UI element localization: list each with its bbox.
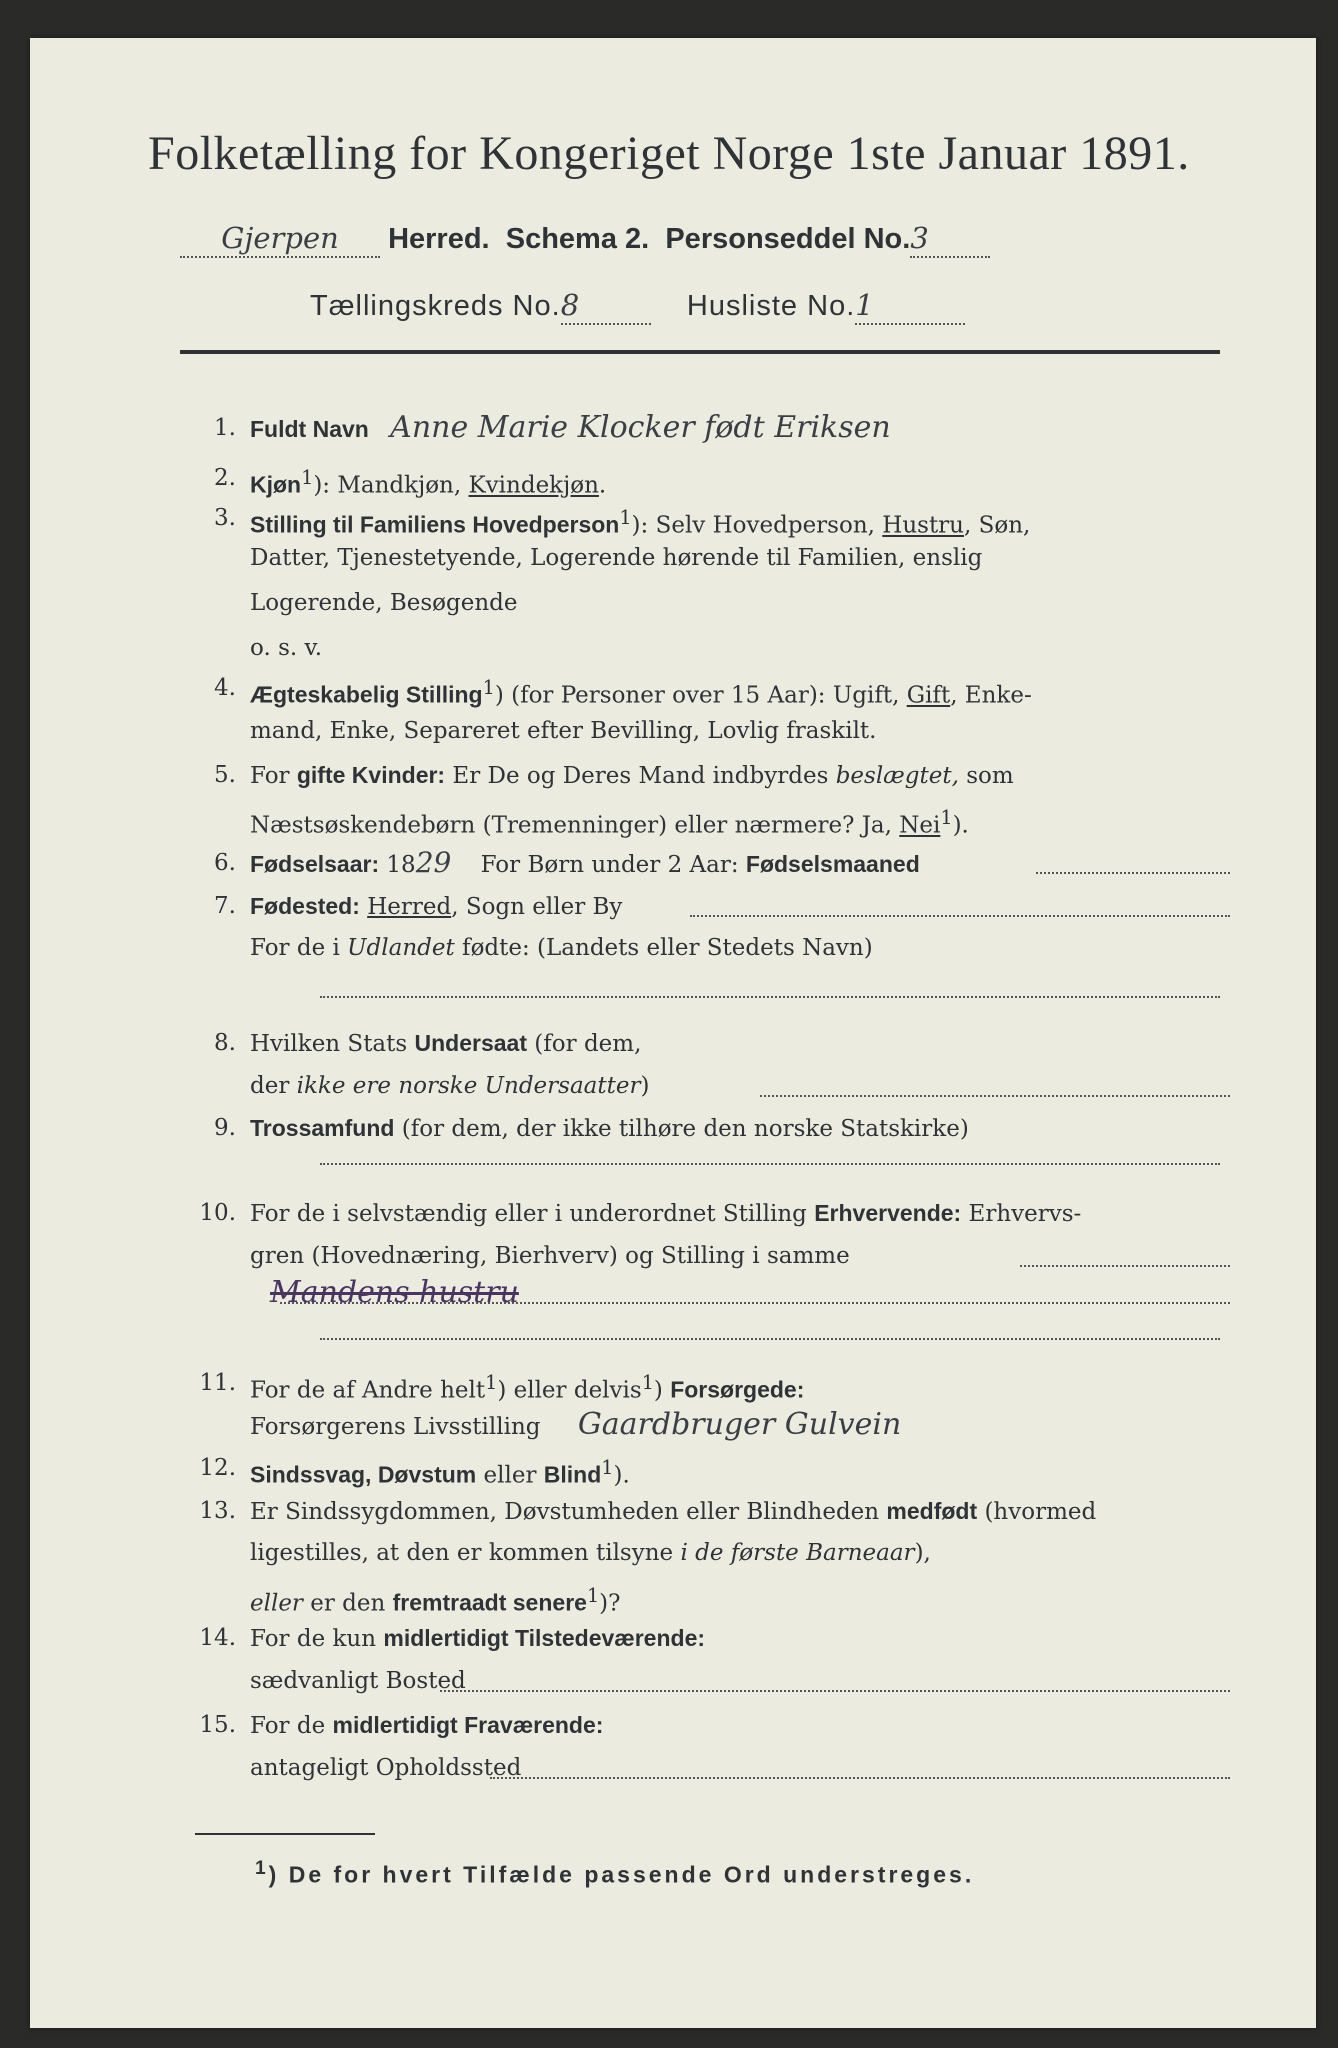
- kreds-field[interactable]: 8: [561, 288, 651, 325]
- footnote: $^1$) De for hvert Tilfælde passende Ord understreges.: [255, 1858, 975, 1888]
- usual-residence-field[interactable]: [440, 1690, 1230, 1692]
- census-form: Folketælling for Kongeriget Norge 1ste Januar 1891. Gjerpen Herred. Schema 2. Personseddel No.3 Tællingskreds No.8 Husliste No.1 1. Fuldt Navn Anne Marie Klocker født Eriksen 2. Kjøn$^1$): Mandkjøn, Kvindekjøn. 3. Stilling til Familiens Hovedperson$^1$): Selv Hovedperson, Hustru, Søn, Datter, Tjenestetyende, Logerende hørende til Familien, enslig Logerende, Besøgende o. s. v. 4. Ægteskabelig Stilling$^1$) (for Personer over 15 Aar): Ugift, Gift, Enke- mand, Enke, Separeret efter Bevilling, Lovlig fraskilt. 5. For gifte Kvinder: Er De og Deres Mand indbyrdes beslægtet, som Næstsøskendebørn (Tremenninger) eller nærmere? Ja, Nei$^1$). 6. Fødselsaar: 1829 For Børn under 2 Aar: Fødselsmaaned 7. Fødested: Herred, Sogn eller By For de i Udlandet fødte: (Landets eller Stedets Navn) 8. Hvilken Stats Undersaat (for dem, der ikke ere norske Undersaatter) 9. Trossamfund (for dem, der ikke tilhøre den norske Statskirke) 10. For de i selvstændig eller i underordnet Stilling Erhvervende: Erhvervs- gren (Hovednæring, Bierhverv) og Stilling i samme Mandens hustru 11. For de af Andre helt$^1$) eller delvis$^1$) Forsørgede: Forsørgerens Livsstilling Gaardbruger Gulvein 12. Sindssvag, Døvstum eller Blind$^1$). 13. Er Sindssygdommen, Døvstumheden eller Blindheden medfødt (hvormed ligestilles, at den er kommen tilsyne i de første Barneaar), eller er den fremtraadt senere$^1$)? 14. For de kun midlertidigt Tilstedeværende: sædvanligt Bosted 15. For de midlertidigt Fraværende: antageligt Opholdssted $^1$) De for hvert Tilfælde passende Ord understreges.: [30, 38, 1316, 2028]
- form-title: Folketælling for Kongeriget Norge 1ste Januar 1891.: [148, 127, 1190, 180]
- religion-field[interactable]: [320, 1163, 1220, 1165]
- header-divider: [180, 350, 1220, 354]
- footnote-divider: [195, 1833, 375, 1835]
- citizenship-field[interactable]: [760, 1095, 1230, 1097]
- birthplace-field[interactable]: [690, 915, 1230, 917]
- provider-occupation-value[interactable]: Gaardbruger Gulvein: [577, 1407, 902, 1442]
- foreign-birthplace-field[interactable]: [320, 996, 1220, 998]
- stay-location-field[interactable]: [490, 1777, 1230, 1779]
- birth-year-value[interactable]: 29: [415, 846, 452, 879]
- full-name-value[interactable]: Anne Marie Klocker født Eriksen: [390, 410, 891, 445]
- husliste-field[interactable]: 1: [855, 288, 965, 325]
- header-line-herred: Gjerpen Herred. Schema 2. Personseddel No.3: [180, 221, 1230, 258]
- personseddel-field[interactable]: 3: [910, 221, 990, 258]
- occupation-field-2[interactable]: [320, 1338, 1220, 1340]
- occupation-value[interactable]: Mandens hustru: [270, 1275, 519, 1310]
- birth-month-field[interactable]: [1036, 872, 1230, 874]
- herred-field[interactable]: Gjerpen: [180, 221, 380, 258]
- header-line-kreds: Tællingskreds No.8 Husliste No.1: [310, 288, 1110, 325]
